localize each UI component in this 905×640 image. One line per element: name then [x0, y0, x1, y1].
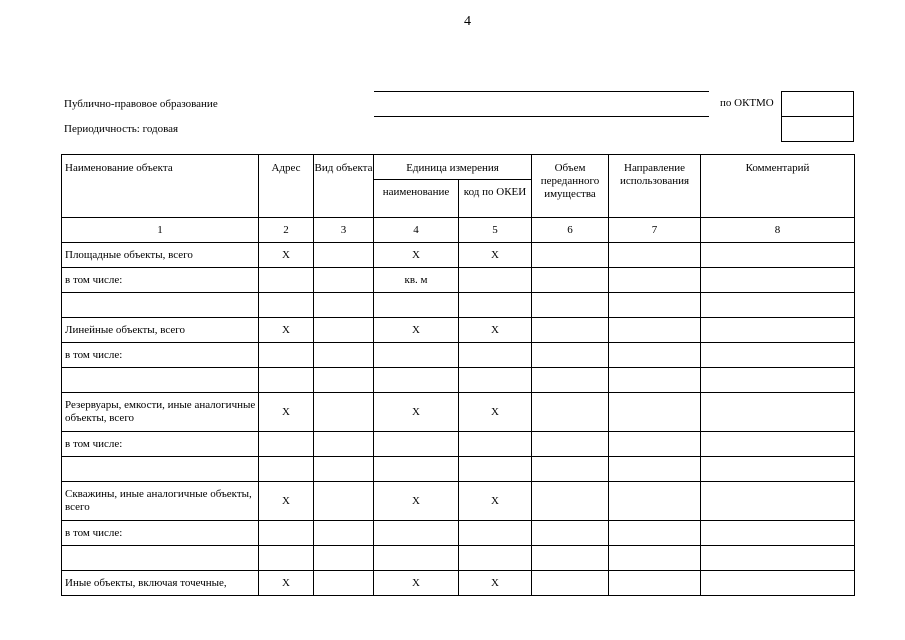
comment-cell[interactable] — [701, 293, 855, 318]
comment-cell[interactable] — [701, 546, 855, 571]
unit-code-cell[interactable] — [459, 457, 532, 482]
col-header-volume: Объем переданного имущества — [532, 155, 609, 218]
kind-cell[interactable] — [314, 343, 374, 368]
object-name-cell: Линейные объекты, всего — [62, 318, 259, 343]
object-name-cell — [62, 293, 259, 318]
direction-cell[interactable] — [609, 343, 701, 368]
direction-cell[interactable] — [609, 268, 701, 293]
col-header-address: Адрес — [259, 155, 314, 218]
object-name-cell: Площадные объекты, всего — [62, 243, 259, 268]
object-name-cell: в том числе: — [62, 343, 259, 368]
col-number: 3 — [314, 218, 374, 243]
comment-cell[interactable] — [701, 432, 855, 457]
volume-cell[interactable] — [532, 457, 609, 482]
address-cell: X — [259, 393, 314, 432]
table-row — [62, 482, 855, 521]
column-numbers-row — [62, 218, 855, 243]
address-cell: X — [259, 482, 314, 521]
unit-code-cell[interactable]: X — [459, 243, 532, 268]
object-name-cell — [62, 457, 259, 482]
unit-code-cell[interactable] — [459, 546, 532, 571]
object-name-cell: в том числе: — [62, 521, 259, 546]
object-name-cell: в том числе: — [62, 268, 259, 293]
table-row — [62, 393, 855, 432]
table-row — [62, 368, 855, 393]
table-row — [62, 571, 855, 596]
table-row — [62, 343, 855, 368]
address-cell: X — [259, 243, 314, 268]
unit-name-cell[interactable]: кв. м — [374, 268, 459, 293]
objects-table — [61, 154, 855, 596]
kind-cell[interactable] — [314, 318, 374, 343]
address-cell: X — [259, 571, 314, 596]
direction-cell[interactable] — [609, 521, 701, 546]
unit-name-cell[interactable] — [374, 546, 459, 571]
unit-code-cell[interactable] — [459, 293, 532, 318]
periodicity-label: Периодичность: годовая — [64, 123, 179, 135]
kind-cell[interactable] — [314, 268, 374, 293]
direction-cell[interactable] — [609, 571, 701, 596]
object-name-cell — [62, 546, 259, 571]
kind-cell[interactable] — [314, 482, 374, 521]
table-row — [62, 318, 855, 343]
unit-code-cell[interactable]: X — [459, 318, 532, 343]
volume-cell[interactable] — [532, 243, 609, 268]
address-cell[interactable] — [259, 457, 314, 482]
unit-name-cell[interactable]: X — [374, 243, 459, 268]
col-number: 8 — [701, 218, 855, 243]
comment-cell[interactable] — [701, 482, 855, 521]
oktmo-label: по ОКТМО — [720, 97, 774, 109]
table-row — [62, 521, 855, 546]
kind-cell[interactable] — [314, 368, 374, 393]
col-header-unit-code: код по ОКЕИ — [459, 180, 532, 218]
volume-cell[interactable] — [532, 432, 609, 457]
col-number: 6 — [532, 218, 609, 243]
kind-cell[interactable] — [314, 546, 374, 571]
volume-cell[interactable] — [532, 546, 609, 571]
col-header-direction: Направление использования — [609, 155, 701, 218]
unit-code-cell[interactable] — [459, 368, 532, 393]
unit-name-cell[interactable] — [374, 432, 459, 457]
unit-code-cell[interactable]: X — [459, 482, 532, 521]
unit-name-cell[interactable] — [374, 521, 459, 546]
direction-cell[interactable] — [609, 457, 701, 482]
unit-name-cell[interactable] — [374, 368, 459, 393]
comment-cell[interactable] — [701, 393, 855, 432]
col-header-kind: Вид объекта — [314, 155, 374, 218]
periodicity-code-box[interactable] — [781, 116, 854, 142]
entity-line-top — [374, 91, 709, 92]
unit-code-cell[interactable]: X — [459, 571, 532, 596]
col-header-name: Наименование объекта — [62, 155, 259, 218]
direction-cell[interactable] — [609, 368, 701, 393]
comment-cell[interactable] — [701, 521, 855, 546]
unit-code-cell[interactable] — [459, 268, 532, 293]
comment-cell[interactable] — [701, 243, 855, 268]
table-row — [62, 243, 855, 268]
volume-cell[interactable] — [532, 268, 609, 293]
unit-code-cell[interactable]: X — [459, 393, 532, 432]
kind-cell[interactable] — [314, 243, 374, 268]
comment-cell[interactable] — [701, 343, 855, 368]
kind-cell[interactable] — [314, 521, 374, 546]
address-cell[interactable] — [259, 432, 314, 457]
direction-cell[interactable] — [609, 293, 701, 318]
volume-cell[interactable] — [532, 482, 609, 521]
table-row — [62, 546, 855, 571]
entity-label: Публично-правовое образование — [64, 98, 218, 110]
page-number: 4 — [464, 14, 471, 29]
col-header-unit-name: наименование — [374, 180, 459, 218]
unit-name-cell[interactable]: X — [374, 393, 459, 432]
object-name-cell: Резервуары, емкости, иные аналогичные объекты, всего — [62, 393, 259, 432]
direction-cell[interactable] — [609, 482, 701, 521]
col-number: 4 — [374, 218, 459, 243]
volume-cell[interactable] — [532, 293, 609, 318]
kind-cell[interactable] — [314, 393, 374, 432]
unit-code-cell[interactable] — [459, 432, 532, 457]
volume-cell[interactable] — [532, 343, 609, 368]
unit-name-cell[interactable] — [374, 457, 459, 482]
direction-cell[interactable] — [609, 546, 701, 571]
unit-name-cell[interactable]: X — [374, 482, 459, 521]
col-number: 1 — [62, 218, 259, 243]
unit-name-cell[interactable]: X — [374, 571, 459, 596]
comment-cell[interactable] — [701, 368, 855, 393]
table-row — [62, 432, 855, 457]
col-number: 5 — [459, 218, 532, 243]
address-cell[interactable] — [259, 368, 314, 393]
unit-name-cell[interactable]: X — [374, 318, 459, 343]
table-row — [62, 293, 855, 318]
address-cell: X — [259, 318, 314, 343]
comment-cell[interactable] — [701, 318, 855, 343]
kind-cell[interactable] — [314, 457, 374, 482]
col-header-unit-group: Единица измерения — [374, 155, 532, 180]
volume-cell[interactable] — [532, 318, 609, 343]
kind-cell[interactable] — [314, 293, 374, 318]
address-cell[interactable] — [259, 268, 314, 293]
volume-cell[interactable] — [532, 571, 609, 596]
object-name-cell — [62, 368, 259, 393]
object-name-cell: Скважины, иные аналогичные объекты, всего — [62, 482, 259, 521]
object-name-cell: Иные объекты, включая точечные, — [62, 571, 259, 596]
comment-cell[interactable] — [701, 457, 855, 482]
direction-cell[interactable] — [609, 243, 701, 268]
address-cell[interactable] — [259, 343, 314, 368]
kind-cell[interactable] — [314, 571, 374, 596]
volume-cell[interactable] — [532, 393, 609, 432]
direction-cell[interactable] — [609, 432, 701, 457]
table-row — [62, 457, 855, 482]
address-cell[interactable] — [259, 293, 314, 318]
address-cell[interactable] — [259, 521, 314, 546]
col-number: 2 — [259, 218, 314, 243]
entity-field-line[interactable] — [374, 116, 709, 117]
comment-cell[interactable] — [701, 571, 855, 596]
unit-code-cell[interactable] — [459, 521, 532, 546]
table-row — [62, 268, 855, 293]
direction-cell[interactable] — [609, 393, 701, 432]
unit-name-cell[interactable] — [374, 293, 459, 318]
direction-cell[interactable] — [609, 318, 701, 343]
address-cell[interactable] — [259, 546, 314, 571]
volume-cell[interactable] — [532, 368, 609, 393]
kind-cell[interactable] — [314, 432, 374, 457]
unit-name-cell[interactable] — [374, 343, 459, 368]
comment-cell[interactable] — [701, 268, 855, 293]
col-number: 7 — [609, 218, 701, 243]
oktmo-code-box[interactable] — [781, 91, 854, 117]
unit-code-cell[interactable] — [459, 343, 532, 368]
volume-cell[interactable] — [532, 521, 609, 546]
object-name-cell: в том числе: — [62, 432, 259, 457]
col-header-comment: Комментарий — [701, 155, 855, 218]
